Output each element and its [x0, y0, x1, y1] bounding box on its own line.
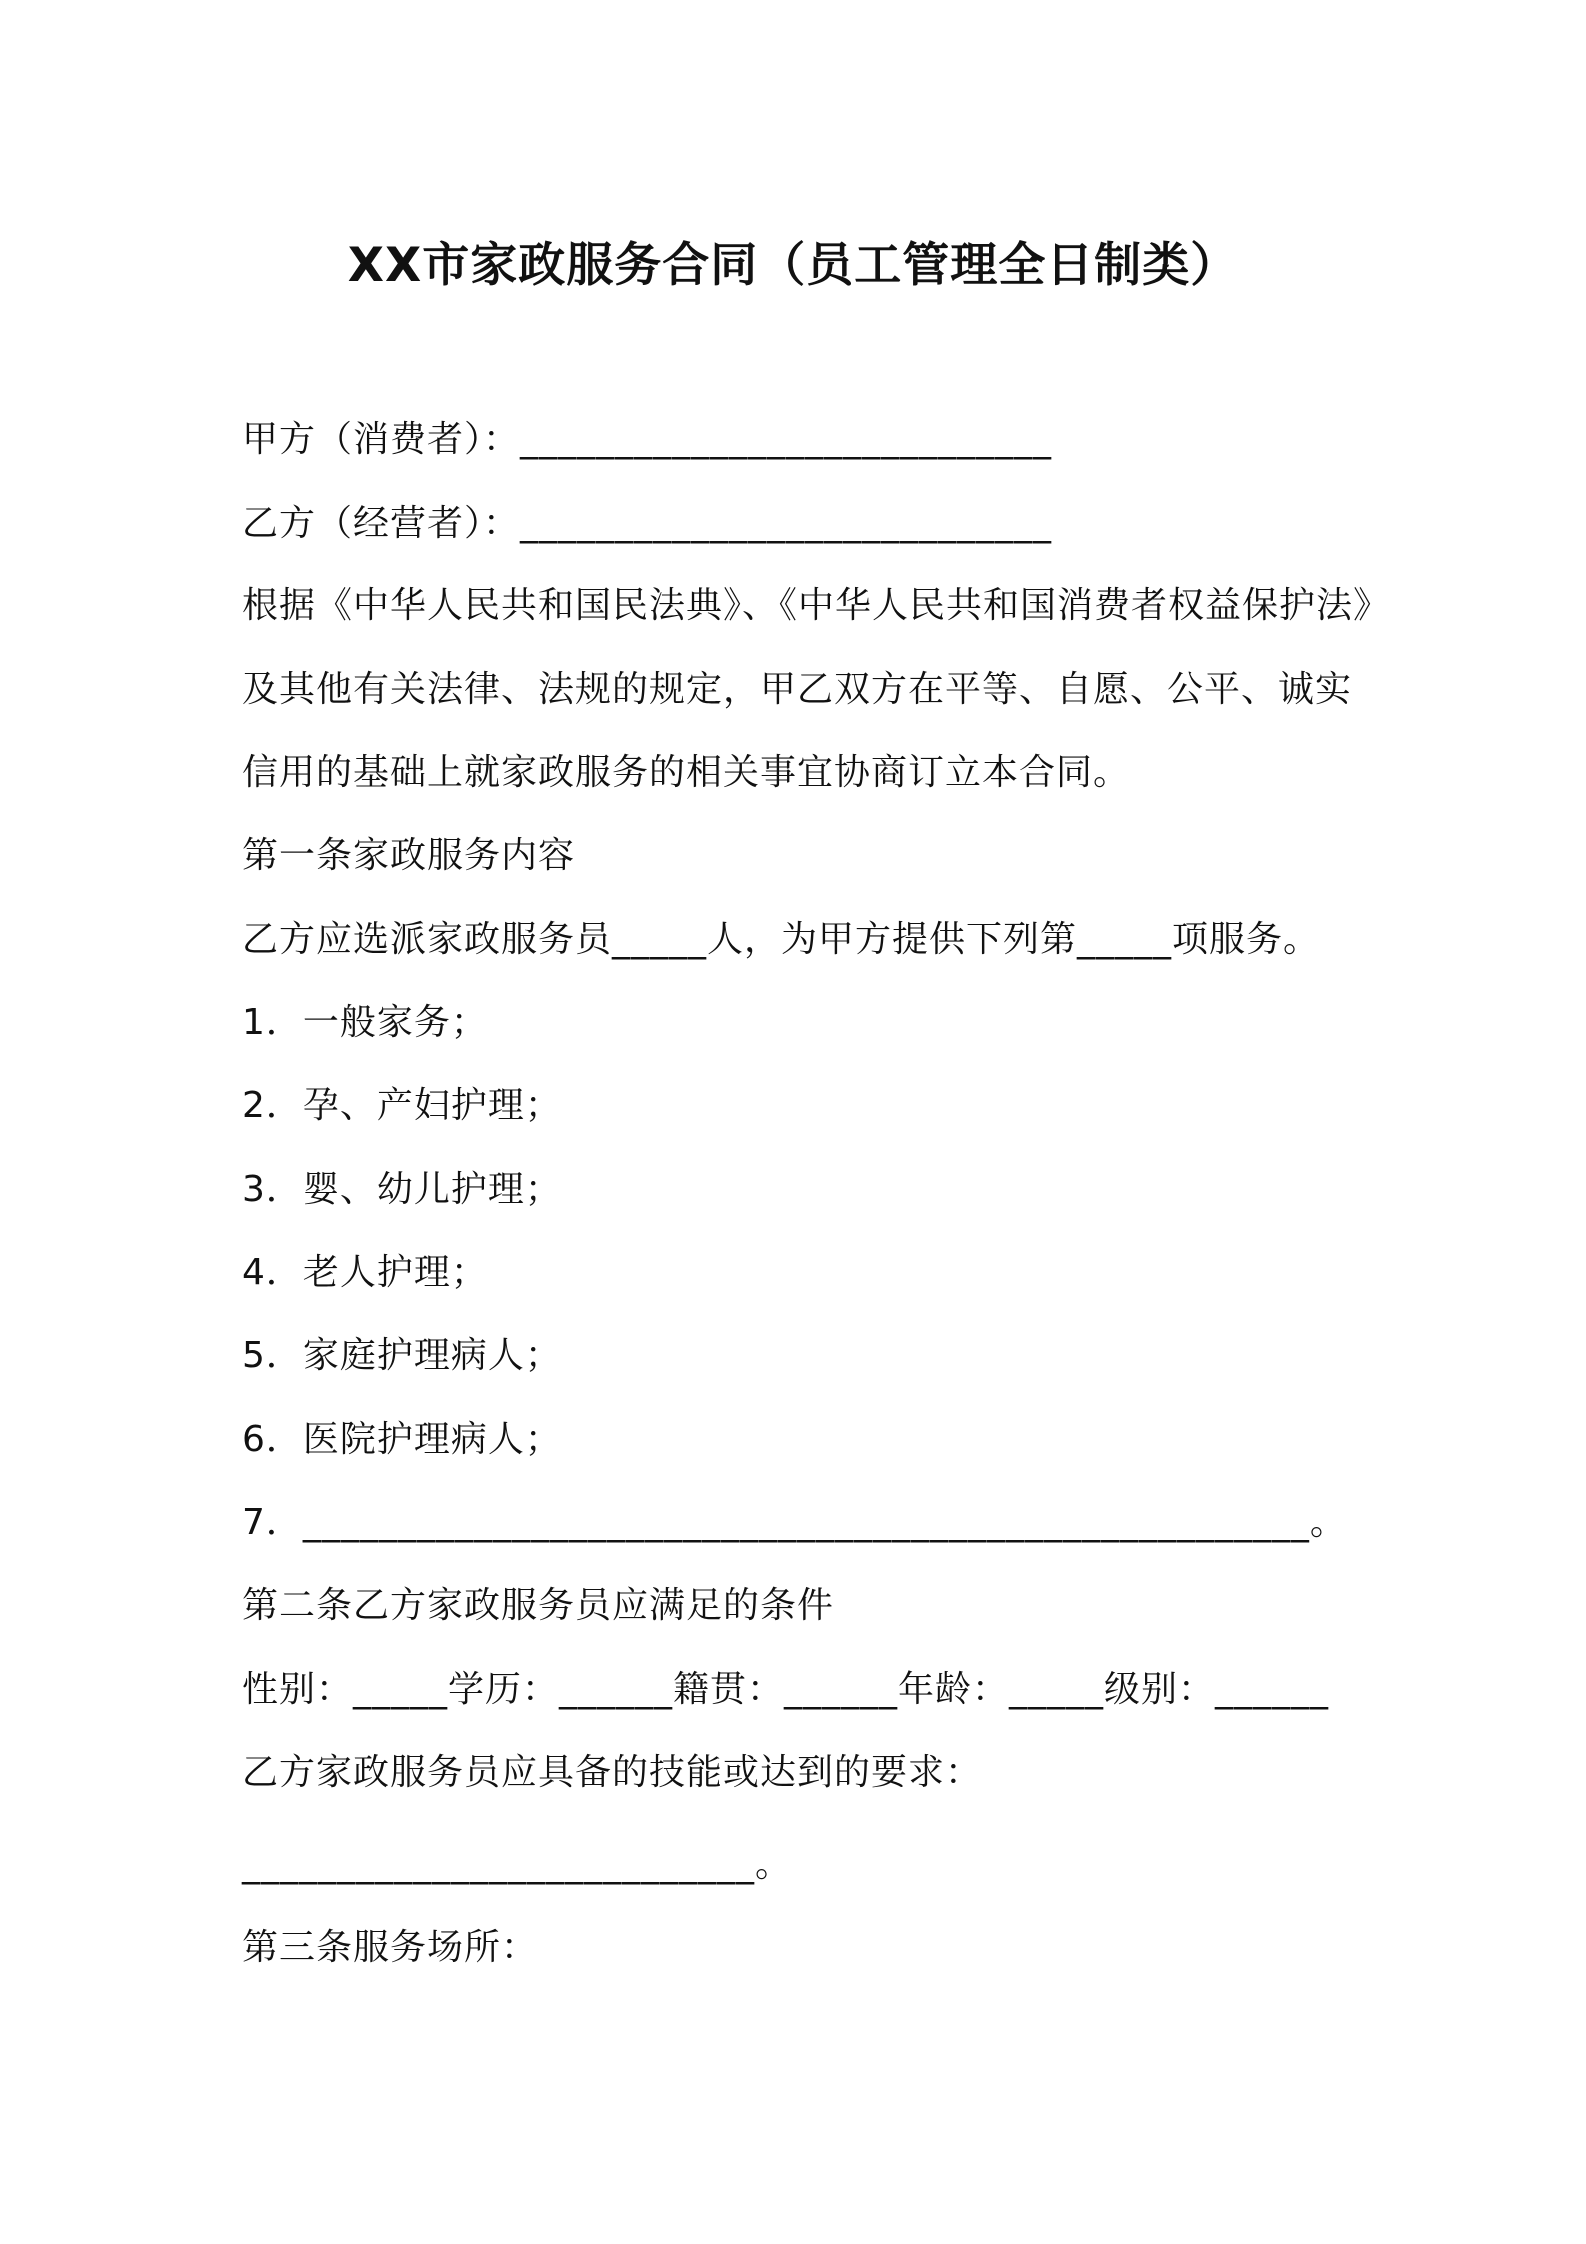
party-b-line: 乙方（经营者）：____________________________ — [242, 503, 1053, 544]
article-2-heading: 第二条乙方家政服务员应满足的条件 — [242, 1585, 835, 1626]
preamble-line-2: 及其他有关法律、法规的规定，甲乙双方在平等、自愿、公平、诚实 — [242, 669, 1353, 710]
service-item-7: 7．_____________________________________________________。 — [242, 1502, 1347, 1543]
article-2-skills-label: 乙方家政服务员应具备的技能或达到的要求： — [242, 1752, 983, 1793]
article-2-skills-blank: ___________________________。 — [242, 1844, 792, 1885]
service-item-2: 2．孕、产妇护理； — [242, 1085, 562, 1126]
service-item-1: 1．一般家务； — [242, 1002, 488, 1043]
article-2-conditions: 性别：_____学历：______籍贯：______年龄：_____级别：______ — [242, 1669, 1330, 1710]
service-item-5: 5．家庭护理病人； — [242, 1335, 562, 1376]
article-1-heading: 第一条家政服务内容 — [242, 835, 576, 876]
article-1-intro: 乙方应选派家政服务员_____人，为甲方提供下列第_____项服务。 — [242, 919, 1321, 960]
article-3-heading: 第三条服务场所： — [242, 1927, 539, 1968]
party-a-line: 甲方（消费者）：____________________________ — [242, 419, 1053, 460]
preamble-line-1: 根据《中华人民共和国民法典》、《中华人民共和国消费者权益保护法》 — [242, 585, 1391, 626]
service-item-6: 6．医院护理病人； — [242, 1419, 562, 1460]
document-title: XX市家政服务合同（员工管理全日制类） — [347, 238, 1239, 293]
preamble-line-3: 信用的基础上就家政服务的相关事宜协商订立本合同。 — [242, 752, 1131, 793]
service-item-4: 4．老人护理； — [242, 1252, 488, 1293]
service-item-3: 3．婴、幼儿护理； — [242, 1169, 562, 1210]
